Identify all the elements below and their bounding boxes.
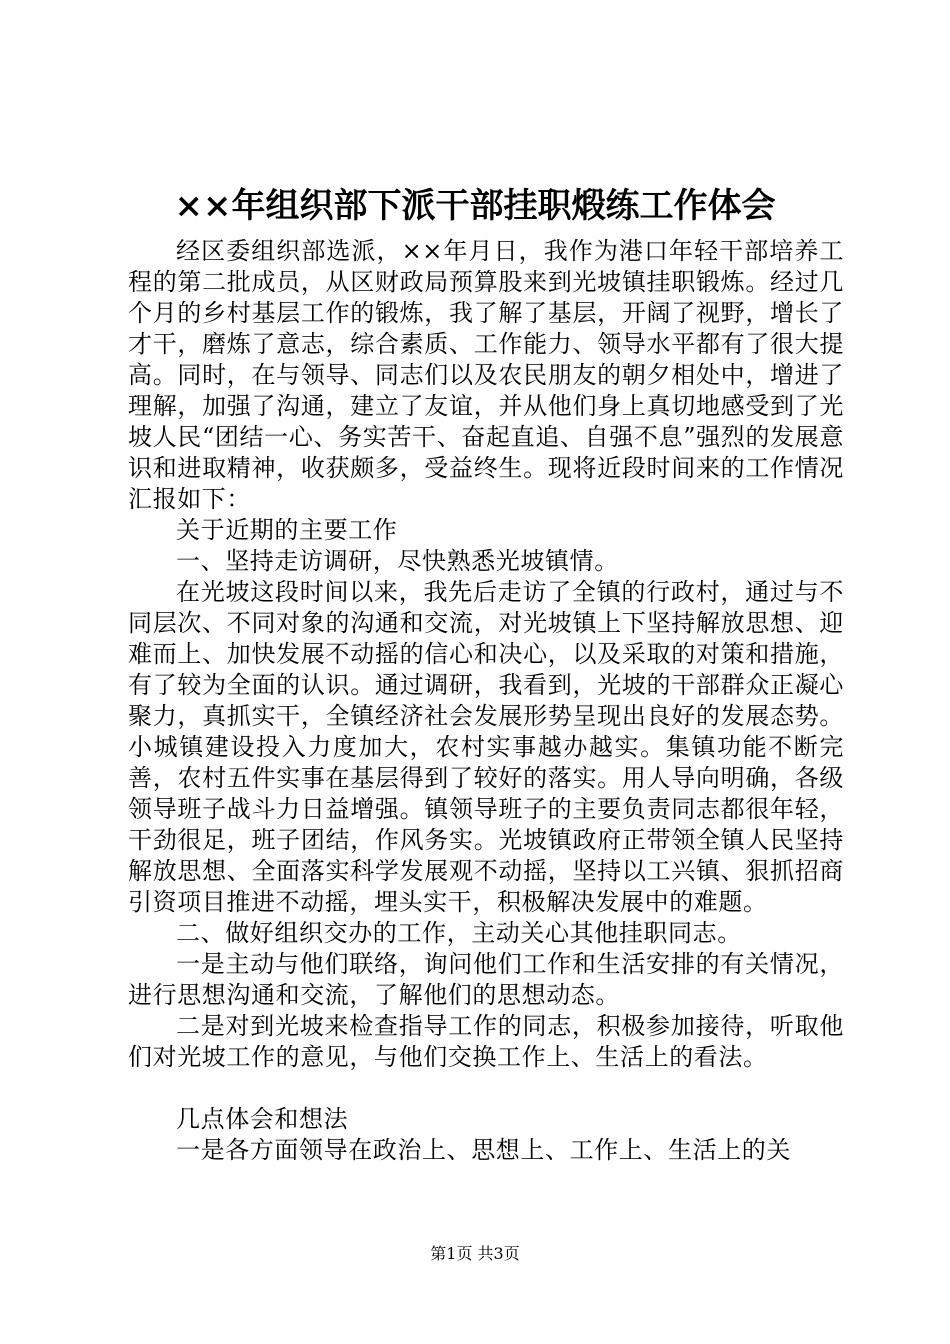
document-body bbox=[128, 236, 844, 1166]
paragraph-research: 在光坡这段时间以来，我先后走访了全镇的行政村，通过与不同层次、不同对象的沟通和交流，对光坡镇上下坚持解放思想、迎难而上、加快发展不动摇的信心和决心，以及采取的对策和措施，有了较为全面的认识。通过调研，我看到，光坡的干部群众正凝心聚力，真抓实干，全镇经济社会发展形势呈现出良好的发展态势。小城镇建设投入力度加大，农村实事越办越实。集镇功能不断完善，农村五件实事在基层得到了较好的落实。用人导向明确，各级领导班子战斗力日益增强。镇领导班子的主要负责同志都很年轻，干劲很足，班子团结，作风务实。光坡镇政府正带领全镇人民坚持解放思想、全面落实科学发展观不动摇，坚持以工兴镇、狠抓招商引资项目推进不动摇，埋头实干，积极解决发展中的难题。 bbox=[128, 578, 844, 916]
page-number-footer: 第1页 共3页 bbox=[430, 1244, 520, 1263]
subheading-organization-work: 二、做好组织交办的工作，主动关心其他挂职同志。 bbox=[176, 919, 742, 947]
section-heading-reflections: 几点体会和想法 bbox=[176, 1105, 349, 1133]
section-heading-main-work: 关于近期的主要工作 bbox=[176, 516, 398, 544]
paragraph-contact: 一是主动与他们联络，询问他们工作和生活安排的有关情况，进行思想沟通和交流，了解他们的思想动态。 bbox=[128, 950, 844, 1009]
document-title: ××年组织部下派干部挂职煅练工作体会 bbox=[174, 186, 776, 226]
subheading-research: 一、坚持走访调研，尽快熟悉光坡镇情。 bbox=[176, 547, 619, 575]
paragraph-reception: 二是对到光坡来检查指导工作的同志，积极参加接待，听取他们对光坡工作的意见，与他们交换工作上、生活上的看法。 bbox=[128, 1012, 844, 1071]
paragraph-reflection-one: 一是各方面领导在政治上、思想上、工作上、生活上的关 bbox=[176, 1136, 791, 1164]
paragraph-intro: 经区委组织部选派，××年月日，我作为港口年轻干部培养工程的第二批成员，从区财政局预算股来到光坡镇挂职锻炼。经过几个月的乡村基层工作的锻炼，我了解了基层，开阔了视野，增长了才干，磨炼了意志，综合素质、工作能力、领导水平都有了很大提高。同时，在与领导、同志们以及农民朋友的朝夕相处中，增进了理解，加强了沟通，建立了友谊，并从他们身上真切地感受到了光坡人民“团结一心、务实苦干、奋起直追、自强不息”强烈的发展意识和进取精神，收获颇多，受益终生。现将近段时间来的工作情况汇报如下： bbox=[128, 237, 844, 513]
